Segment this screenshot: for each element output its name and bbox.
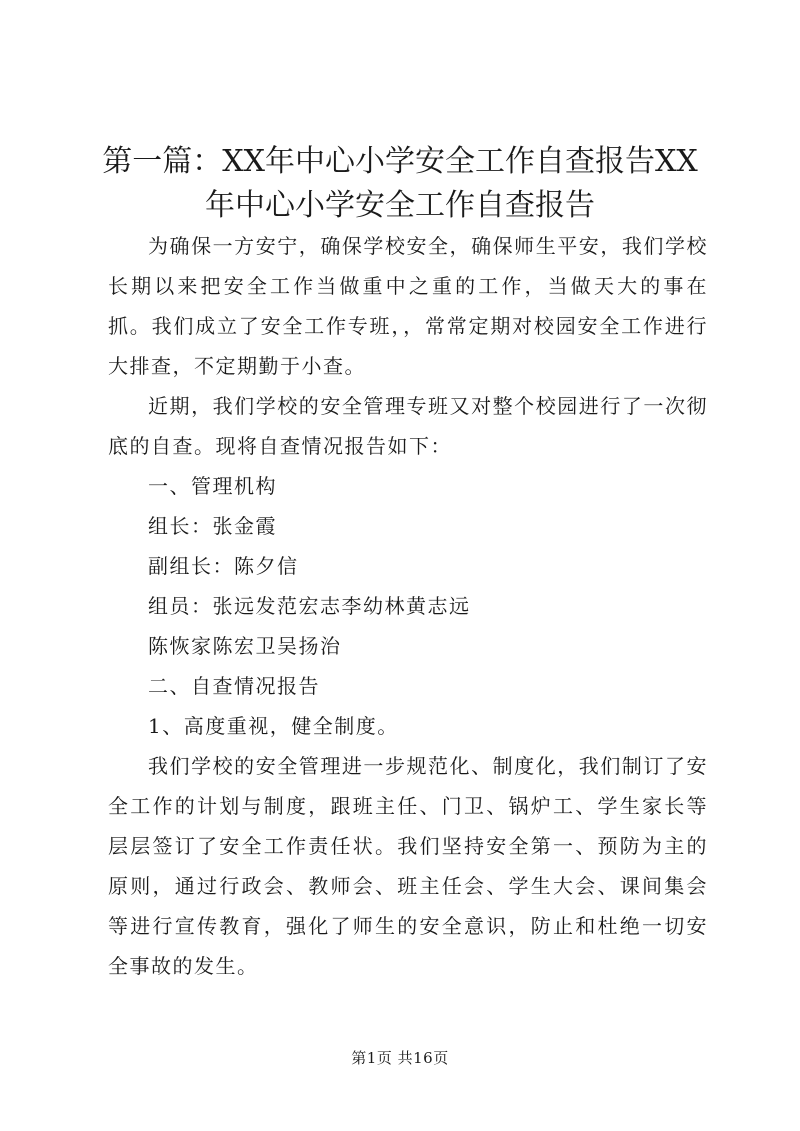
paragraph-management-details: 我们学校的安全管理进一步规范化、制度化，我们制订了安全工作的计划与制度，跟班主任、门卫、锅炉工、学生家长等层层签订了安全工作责任状。我们坚持安全第一、预防为主的原则，通过行政会、教师会、班主任会、学生大会、课间集会等进行宣传教育，强化了师生的安全意识，防止和杜绝一切安全事故的发生。 [108,754,708,978]
team-members-continued: 陈恢家陈宏卫吴扬治 [148,634,342,658]
team-leader: 组长：张金霞 [148,514,277,538]
title-line-2: 年中心小学安全工作自查报告 [205,188,595,223]
deputy-leader: 副组长：陈夕信 [148,554,299,578]
subsection-heading-1: 1、高度重视，健全制度。 [148,714,399,738]
paragraph-intro: 为确保一方安宁，确保学校安全，确保师生平安，我们学校长期以来把安全工作当做重中之重的工作，当做天大的事在抓。我们成立了安全工作专班，，常常定期对校园安全工作进行大排查，不定期勤于小查。 [108,234,708,378]
paragraph-recent-check: 近期，我们学校的安全管理专班又对整个校园进行了一次彻底的自查。现将自查情况报告如下： [108,394,708,458]
document-body [108,226,708,986]
document-title [100,140,700,228]
team-members: 组员：张远发范宏志李幼林黄志远 [148,594,471,618]
title-line-1: 第一篇：XX年中心小学安全工作自查报告XX [102,144,698,179]
section-heading-report: 二、自查情况报告 [148,674,320,698]
page-indicator: 第1页 共16页 [351,1049,449,1067]
section-heading-management: 一、管理机构 [148,474,277,498]
